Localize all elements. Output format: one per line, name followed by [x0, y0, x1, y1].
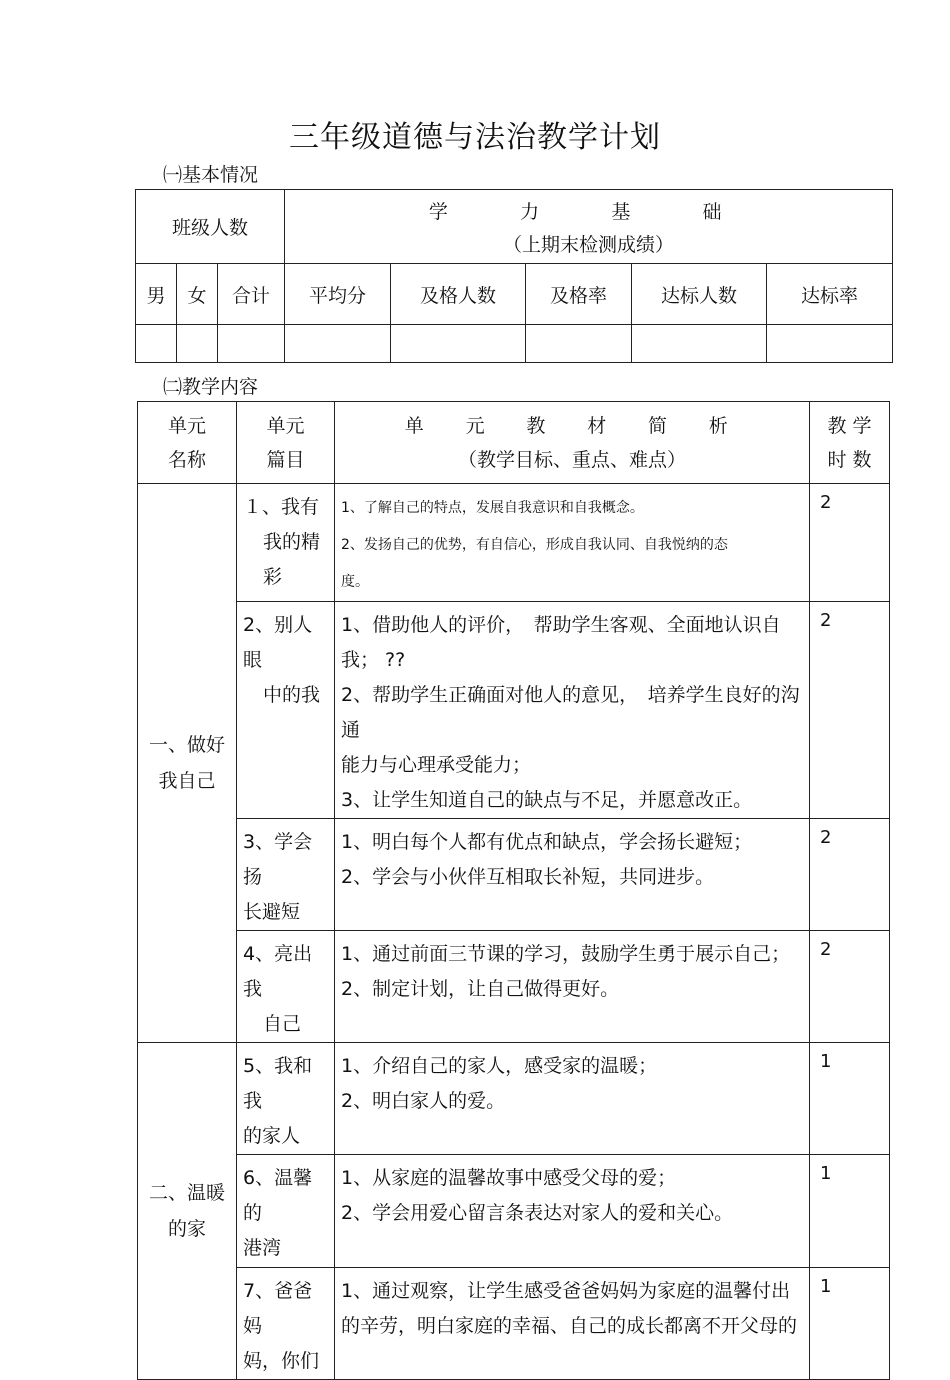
lesson-title-line: 2、别人眼: [243, 614, 313, 671]
lesson-6-title: [237, 1155, 335, 1268]
detail-line: 度。: [341, 574, 369, 590]
value-cell: [136, 325, 177, 363]
value-cell: [391, 325, 526, 363]
detail-line: 能力与心理承受能力；: [341, 754, 532, 776]
header-unit-name: [138, 402, 237, 484]
unit-name-line: 一、做好: [148, 734, 225, 756]
class-size-header: 班级人数: [136, 190, 285, 264]
lesson-title-line: 彩: [263, 566, 283, 588]
value-cell: [632, 325, 767, 363]
header-text: 单元: [167, 414, 206, 437]
col-pass-rate: 及格率: [526, 264, 632, 325]
unit-1-name: [138, 484, 237, 1043]
lesson-4-title: [237, 931, 335, 1043]
col-standard-rate: 达标率: [767, 264, 893, 325]
header-text: （教学目标、重点、难点）: [457, 448, 686, 471]
header-text: 单 元 教 材 简 析: [404, 414, 740, 437]
detail-line: 1、了解自己的特点，发展自我意识和自我概念。: [341, 500, 644, 516]
lesson-2-title: [237, 602, 335, 819]
lesson-title-line: 6、温馨的: [243, 1167, 313, 1224]
col-female: 女: [177, 264, 218, 325]
lesson-title-line: 自己: [263, 1013, 302, 1035]
lesson-title-line: 妈，你们: [243, 1350, 320, 1372]
detail-line: 1、通过观察，让学生感受爸爸妈妈为家庭的温馨付出: [341, 1280, 791, 1302]
lesson-7-title: [237, 1268, 335, 1380]
detail-line: 2、学会用爱心留言条表达对家人的爱和关心。: [341, 1202, 734, 1224]
detail-line: 2、发扬自己的优势，有自信心，形成自我认同、自我悦纳的态: [341, 537, 728, 553]
value-cell: [767, 325, 893, 363]
header-text: 名称: [167, 448, 206, 471]
value-cell: [177, 325, 218, 363]
lesson-title-line: 的家人: [243, 1125, 301, 1147]
detail-line: 的辛劳，明白家庭的幸福、自己的成长都离不开父母的: [341, 1315, 798, 1337]
lesson-3-details: [335, 819, 810, 931]
lesson-title-line: 长避短: [243, 901, 301, 923]
unit-name-line: 二、温暖: [148, 1182, 225, 1204]
col-average: 平均分: [285, 264, 391, 325]
header-hours: [810, 402, 890, 484]
detail-line: 1、明白每个人都有优点和缺点，学会扬长避短；: [341, 831, 753, 853]
lesson-title-line: 3、学会扬: [243, 831, 313, 888]
lesson-1-details: [335, 484, 810, 602]
lesson-5-details: [335, 1043, 810, 1155]
lesson-title-line: 7、爸爸妈: [243, 1280, 313, 1337]
detail-line: 2、制定计划，让自己做得更好。: [341, 978, 620, 1000]
lesson-title-line: 港湾: [243, 1237, 282, 1259]
lesson-7-hours: 1: [810, 1268, 890, 1380]
unit-name-line: 的家: [167, 1218, 206, 1240]
lesson-title-line: 4、亮出我: [243, 943, 313, 1000]
unit-name-line: 我自己: [158, 770, 216, 792]
lesson-2-details: [335, 602, 810, 819]
lesson-2-hours: 2: [810, 602, 890, 819]
detail-line: 2、学会与小伙伴互相取长补短，共同进步。: [341, 866, 715, 888]
lesson-5-title: [237, 1043, 335, 1155]
lesson-6-hours: 1: [810, 1155, 890, 1268]
col-standard-count: 达标人数: [632, 264, 767, 325]
teaching-content-table: [137, 401, 890, 1380]
lesson-title-line: 中的我: [263, 684, 321, 706]
value-cell: [285, 325, 391, 363]
foundation-title: 学 力 基 础: [428, 200, 749, 223]
lesson-5-hours: 1: [810, 1043, 890, 1155]
header-analysis: [335, 402, 810, 484]
detail-line: 3、让学生知道自己的缺点与不足，并愿意改正。: [341, 789, 753, 811]
lesson-1-hours: 2: [810, 484, 890, 602]
lesson-3-hours: 2: [810, 819, 890, 931]
detail-line: 1、借助他人的评价， 帮助学生客观、全面地认识自我； ??: [341, 614, 781, 671]
detail-line: 1、介绍自己的家人，感受家的温暖；: [341, 1055, 658, 1077]
header-text: 单元: [266, 414, 305, 437]
lesson-7-details: [335, 1268, 810, 1380]
detail-line: 1、从家庭的温馨故事中感受父母的爱；: [341, 1167, 677, 1189]
value-cell: [526, 325, 632, 363]
detail-line: 1、通过前面三节课的学习，鼓励学生勇于展示自己；: [341, 943, 791, 965]
col-total: 合计: [218, 264, 285, 325]
basic-info-table: [135, 189, 893, 363]
col-pass-count: 及格人数: [391, 264, 526, 325]
foundation-header: [285, 190, 893, 264]
header-text: 篇目: [266, 448, 305, 471]
lesson-3-title: [237, 819, 335, 931]
header-text: 时 数: [827, 448, 872, 471]
lesson-title-line: 我的精: [263, 531, 321, 553]
col-male: 男: [136, 264, 177, 325]
detail-line: 2、明白家人的爱。: [341, 1090, 506, 1112]
lesson-4-hours: 2: [810, 931, 890, 1043]
lesson-title-line: 5、我和我: [243, 1055, 313, 1112]
section-basic-info-heading: ㈠基本情况: [163, 164, 259, 186]
unit-2-name: [138, 1043, 237, 1380]
foundation-subtitle: （上期末检测成绩）: [503, 233, 675, 256]
detail-line: 2、帮助学生正确面对他人的意见， 培养学生良好的沟通: [341, 684, 800, 741]
header-lesson: [237, 402, 335, 484]
lesson-title-line: １、我有: [243, 496, 320, 518]
value-cell: [218, 325, 285, 363]
section-content-heading: ㈡教学内容: [163, 376, 259, 398]
lesson-4-details: [335, 931, 810, 1043]
lesson-1-title: [237, 484, 335, 602]
document-title: 三年级道德与法治教学计划: [289, 120, 661, 155]
header-text: 教 学: [827, 414, 872, 437]
lesson-6-details: [335, 1155, 810, 1268]
